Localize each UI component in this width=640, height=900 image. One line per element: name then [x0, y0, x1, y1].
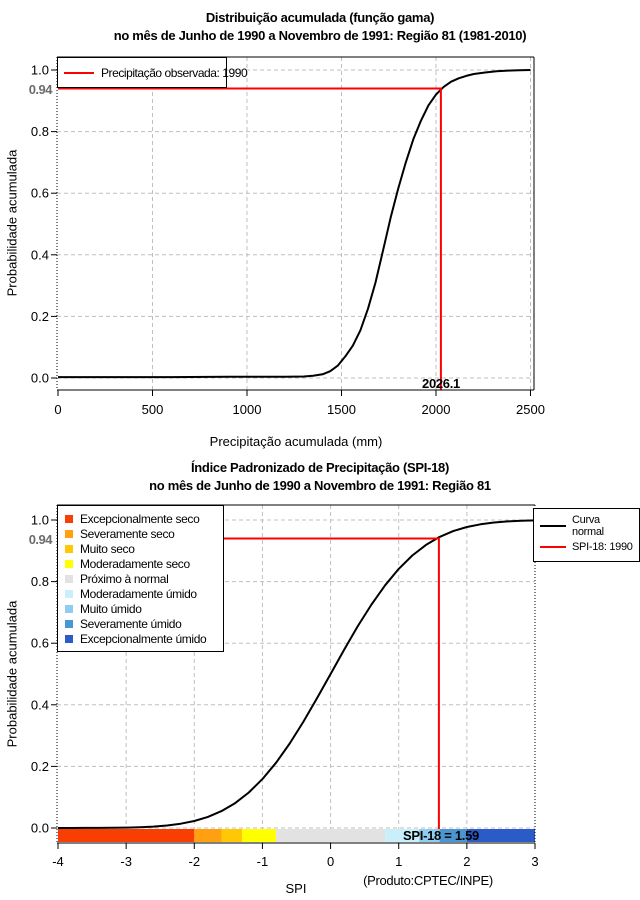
- chart1-legend-label: Precipitação observada: 1990: [101, 65, 248, 80]
- category-color-swatch: [65, 590, 73, 598]
- chart1-subtitle: no mês de Junho de 1990 a Novembro de 1991: Região 81 (1981-2010): [113, 28, 527, 43]
- marker-reference-line: [58, 89, 441, 391]
- spi18-line-swatch: [540, 546, 566, 548]
- legend-item-curva-normal: [540, 514, 636, 538]
- y-tick-label: 0.2: [30, 758, 49, 774]
- chart2-category-legend: [57, 505, 224, 652]
- y-tick-label: 0.2: [30, 308, 49, 324]
- chart1-legend: [57, 57, 248, 88]
- category-color-swatch: [65, 635, 73, 643]
- x-tick-label: -1: [256, 854, 269, 869]
- x-tick-label: 3: [531, 854, 539, 869]
- normal-curve-line-swatch: [540, 525, 566, 527]
- y-tick-label: 1.0: [30, 62, 49, 78]
- category-color-swatch: [65, 530, 73, 538]
- chart1-y-axis-title: Probabilidade acumulada: [4, 149, 20, 297]
- legend-label-spi18: SPI-18: 1990: [572, 541, 633, 553]
- x-tick-label: 0: [54, 402, 62, 417]
- category-legend-item: [65, 526, 223, 541]
- x-tick-label: 1500: [327, 402, 356, 417]
- x-tick-label: 0: [326, 854, 335, 869]
- y-tick-label: 0.4: [30, 247, 49, 263]
- category-legend-list: [65, 511, 223, 646]
- x-tick-label: 2: [463, 854, 471, 869]
- chart2-x-axis-title: SPI: [285, 881, 307, 896]
- category-legend-label: Muito seco: [80, 541, 135, 556]
- category-color-swatch: [65, 560, 73, 568]
- category-legend-item: [65, 541, 223, 556]
- category-legend-label: Moderadamente seco: [80, 556, 190, 571]
- category-legend-label: Muito úmido: [80, 601, 142, 616]
- spi-category-bar-segment: [194, 829, 221, 842]
- x-tick-label: 1000: [232, 402, 262, 417]
- chart2-footnote: (Produto:CPTEC/INPE): [363, 873, 493, 888]
- category-legend-label: Moderadamente úmido: [80, 586, 197, 601]
- category-legend-label: Severamente seco: [80, 526, 175, 541]
- spi-category-bar-segment: [222, 829, 242, 842]
- legend-item-spi18: [540, 541, 636, 553]
- spi-category-bar-segment: [58, 829, 194, 842]
- x-tick-label: -2: [188, 854, 201, 869]
- observed-precip-line-swatch: [64, 72, 94, 74]
- category-legend-label: Próximo à normal: [80, 571, 169, 586]
- category-legend-item: [65, 556, 223, 571]
- category-color-swatch: [65, 620, 73, 628]
- category-color-swatch: [65, 605, 73, 613]
- category-legend-item: [65, 616, 223, 631]
- y-tick-label: 0.8: [30, 574, 49, 590]
- category-color-swatch: [65, 545, 73, 553]
- chart2-marker-prob-label: 0.94: [28, 532, 52, 547]
- y-tick-label: 0.0: [30, 370, 49, 386]
- x-tick-label: 500: [141, 402, 164, 417]
- x-tick-label: -4: [52, 854, 64, 869]
- category-legend-item: [65, 631, 223, 646]
- x-tick-label: 2000: [421, 402, 451, 417]
- category-color-swatch: [65, 575, 73, 583]
- cumulative-curve: [58, 70, 531, 377]
- category-legend-item: [65, 571, 223, 586]
- y-tick-label: 0.0: [30, 820, 49, 836]
- chart1-x-axis-title: Precipitação acumulada (mm): [209, 434, 383, 449]
- y-tick-label: 1.0: [30, 512, 49, 528]
- spi-category-bar-segment: [242, 829, 276, 842]
- category-color-swatch: [65, 515, 73, 523]
- chart2-title: Índice Padronizado de Precipitação (SPI-18): [190, 460, 449, 475]
- category-legend-label: Severamente úmido: [80, 616, 182, 631]
- x-tick-label: 2500: [516, 402, 545, 417]
- category-legend-item: [65, 586, 223, 601]
- category-legend-item: [65, 601, 223, 616]
- chart1-marker-value-annotation: 2026.1: [422, 376, 460, 391]
- chart2-subtitle: no mês de Junho de 1990 a Novembro de 1991: Região 81: [149, 478, 491, 493]
- category-legend-label: Excepcionalmente seco: [80, 511, 200, 526]
- x-tick-label: 1: [395, 854, 403, 869]
- chart1-marker-prob-label: 0.94: [28, 82, 52, 97]
- y-tick-label: 0.8: [30, 124, 49, 140]
- x-tick-label: -3: [120, 854, 132, 869]
- chart1-title: Distribuição acumulada (função gama): [205, 10, 435, 25]
- y-tick-label: 0.4: [30, 697, 49, 713]
- category-legend-label: Excepcionalmente úmido: [80, 631, 207, 646]
- y-tick-label: 0.6: [30, 185, 49, 201]
- chart2-y-axis-title: Probabilidade acumulada: [4, 600, 20, 748]
- y-tick-label: 0.6: [30, 635, 49, 651]
- chart2-marker-value-annotation: SPI-18 = 1.59: [403, 828, 479, 843]
- legend-label-curva-normal: Curva normal: [572, 514, 604, 538]
- chart2-line-legend: [533, 508, 640, 562]
- category-legend-item: [65, 511, 223, 526]
